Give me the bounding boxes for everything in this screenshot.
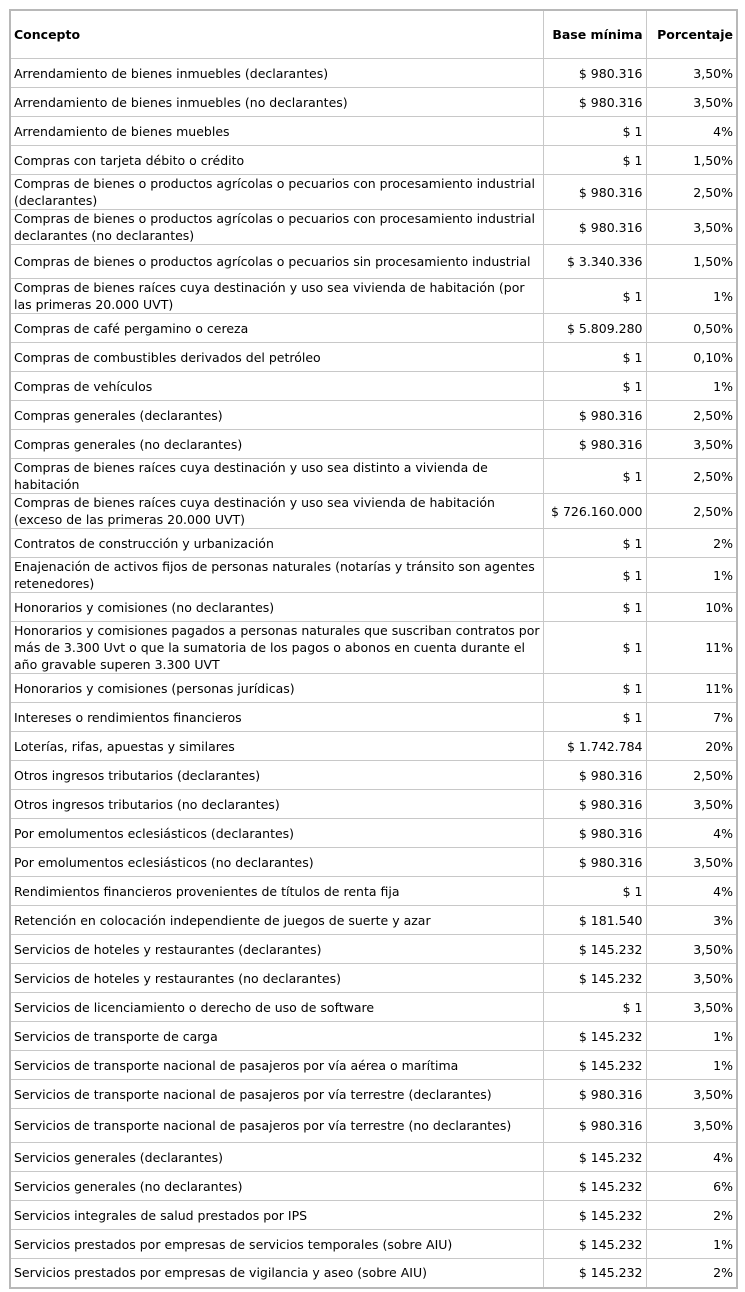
cell-porcentaje: 4%	[646, 1143, 737, 1172]
cell-base-minima: $ 1.742.784	[543, 732, 646, 761]
cell-base-minima: $ 1	[543, 593, 646, 622]
cell-concepto: Compras de bienes o productos agrícolas o pecuarios con procesamiento industrial (declarantes)	[10, 175, 543, 210]
table-row	[10, 790, 737, 819]
cell-concepto: Compras de bienes raíces cuya destinación y uso sea vivienda de habitación (exceso de las primeras 20.000 UVT)	[10, 494, 543, 529]
header-porcentaje: Porcentaje	[646, 10, 737, 59]
cell-concepto: Compras de combustibles derivados del petróleo	[10, 343, 543, 372]
table-row	[10, 703, 737, 732]
cell-base-minima: $ 1	[543, 529, 646, 558]
table-row	[10, 935, 737, 964]
table-row	[10, 674, 737, 703]
table-row	[10, 210, 737, 245]
cell-porcentaje: 0,10%	[646, 343, 737, 372]
cell-concepto: Compras de bienes o productos agrícolas o pecuarios sin procesamiento industrial	[10, 245, 543, 279]
cell-concepto: Honorarios y comisiones (personas jurídicas)	[10, 674, 543, 703]
table-row	[10, 761, 737, 790]
cell-porcentaje: 3,50%	[646, 1109, 737, 1143]
table-row	[10, 1109, 737, 1143]
cell-concepto: Servicios prestados por empresas de servicios temporales (sobre AIU)	[10, 1230, 543, 1259]
cell-concepto: Servicios de transporte nacional de pasajeros por vía terrestre (no declarantes)	[10, 1109, 543, 1143]
cell-porcentaje: 1%	[646, 279, 737, 314]
cell-concepto: Arrendamiento de bienes inmuebles (declarantes)	[10, 59, 543, 88]
cell-concepto: Servicios generales (declarantes)	[10, 1143, 543, 1172]
cell-base-minima: $ 145.232	[543, 1230, 646, 1259]
cell-base-minima: $ 1	[543, 279, 646, 314]
table-row	[10, 877, 737, 906]
cell-base-minima: $ 980.316	[543, 175, 646, 210]
retention-table	[9, 9, 738, 1289]
cell-concepto: Servicios prestados por empresas de vigilancia y aseo (sobre AIU)	[10, 1259, 543, 1288]
cell-porcentaje: 2,50%	[646, 459, 737, 494]
cell-base-minima: $ 1	[543, 877, 646, 906]
table-row	[10, 146, 737, 175]
header-concepto: Concepto	[10, 10, 543, 59]
cell-porcentaje: 2,50%	[646, 175, 737, 210]
cell-porcentaje: 3,50%	[646, 430, 737, 459]
cell-base-minima: $ 1	[543, 146, 646, 175]
cell-concepto: Servicios de hoteles y restaurantes (no declarantes)	[10, 964, 543, 993]
table-row	[10, 279, 737, 314]
cell-base-minima: $ 145.232	[543, 964, 646, 993]
table-row	[10, 459, 737, 494]
cell-base-minima: $ 5.809.280	[543, 314, 646, 343]
cell-base-minima: $ 980.316	[543, 59, 646, 88]
table-row	[10, 1051, 737, 1080]
cell-concepto: Servicios de transporte nacional de pasajeros por vía terrestre (declarantes)	[10, 1080, 543, 1109]
cell-porcentaje: 2%	[646, 529, 737, 558]
cell-porcentaje: 11%	[646, 622, 737, 674]
cell-concepto: Honorarios y comisiones pagados a personas naturales que suscriban contratos por más de 3.300 Uvt o que la sumatoria de los pagos o abonos en cuenta durante el año gravable superen 3.300 UVT	[10, 622, 543, 674]
cell-porcentaje: 4%	[646, 877, 737, 906]
cell-concepto: Retención en colocación independiente de juegos de suerte y azar	[10, 906, 543, 935]
cell-concepto: Compras de bienes o productos agrícolas o pecuarios con procesamiento industrial declarantes (no declarantes)	[10, 210, 543, 245]
cell-base-minima: $ 145.232	[543, 1143, 646, 1172]
cell-porcentaje: 2%	[646, 1259, 737, 1288]
table-body	[10, 59, 737, 1288]
table-row	[10, 343, 737, 372]
cell-porcentaje: 3,50%	[646, 790, 737, 819]
cell-porcentaje: 3,50%	[646, 993, 737, 1022]
cell-base-minima: $ 1	[543, 343, 646, 372]
cell-porcentaje: 3,50%	[646, 210, 737, 245]
cell-concepto: Compras de bienes raíces cuya destinación y uso sea distinto a vivienda de habitación	[10, 459, 543, 494]
cell-concepto: Intereses o rendimientos financieros	[10, 703, 543, 732]
table-row	[10, 430, 737, 459]
table-row	[10, 1080, 737, 1109]
cell-porcentaje: 3,50%	[646, 848, 737, 877]
cell-concepto: Otros ingresos tributarios (no declarantes)	[10, 790, 543, 819]
cell-porcentaje: 1,50%	[646, 245, 737, 279]
table-row	[10, 732, 737, 761]
table-row	[10, 1143, 737, 1172]
table-row	[10, 593, 737, 622]
cell-porcentaje: 7%	[646, 703, 737, 732]
table-row	[10, 906, 737, 935]
cell-porcentaje: 1%	[646, 1230, 737, 1259]
cell-concepto: Compras de café pergamino o cereza	[10, 314, 543, 343]
header-row	[10, 10, 737, 59]
table-row	[10, 1172, 737, 1201]
cell-concepto: Contratos de construcción y urbanización	[10, 529, 543, 558]
cell-base-minima: $ 1	[543, 459, 646, 494]
cell-porcentaje: 0,50%	[646, 314, 737, 343]
cell-base-minima: $ 145.232	[543, 1259, 646, 1288]
cell-base-minima: $ 726.160.000	[543, 494, 646, 529]
table-row	[10, 59, 737, 88]
cell-concepto: Servicios de transporte de carga	[10, 1022, 543, 1051]
cell-concepto: Por emolumentos eclesiásticos (no declarantes)	[10, 848, 543, 877]
cell-base-minima: $ 145.232	[543, 935, 646, 964]
cell-porcentaje: 11%	[646, 674, 737, 703]
cell-base-minima: $ 980.316	[543, 790, 646, 819]
cell-base-minima: $ 980.316	[543, 1109, 646, 1143]
table-row	[10, 993, 737, 1022]
cell-porcentaje: 3,50%	[646, 59, 737, 88]
cell-base-minima: $ 145.232	[543, 1051, 646, 1080]
cell-base-minima: $ 1	[543, 558, 646, 593]
cell-base-minima: $ 980.316	[543, 430, 646, 459]
table-row	[10, 494, 737, 529]
cell-porcentaje: 1,50%	[646, 146, 737, 175]
cell-concepto: Servicios integrales de salud prestados por IPS	[10, 1201, 543, 1230]
header-base-minima: Base mínima	[543, 10, 646, 59]
cell-porcentaje: 3,50%	[646, 1080, 737, 1109]
cell-concepto: Compras de bienes raíces cuya destinación y uso sea vivienda de habitación (por las primeras 20.000 UVT)	[10, 279, 543, 314]
cell-concepto: Servicios generales (no declarantes)	[10, 1172, 543, 1201]
cell-porcentaje: 3%	[646, 906, 737, 935]
table-row	[10, 175, 737, 210]
cell-concepto: Servicios de transporte nacional de pasajeros por vía aérea o marítima	[10, 1051, 543, 1080]
cell-base-minima: $ 1	[543, 622, 646, 674]
table-row	[10, 558, 737, 593]
cell-porcentaje: 1%	[646, 372, 737, 401]
cell-concepto: Otros ingresos tributarios (declarantes)	[10, 761, 543, 790]
cell-base-minima: $ 1	[543, 993, 646, 1022]
cell-porcentaje: 1%	[646, 1051, 737, 1080]
table-row	[10, 1022, 737, 1051]
cell-porcentaje: 3,50%	[646, 964, 737, 993]
table-row	[10, 117, 737, 146]
cell-base-minima: $ 980.316	[543, 761, 646, 790]
cell-porcentaje: 20%	[646, 732, 737, 761]
table-row	[10, 819, 737, 848]
cell-base-minima: $ 145.232	[543, 1172, 646, 1201]
cell-concepto: Loterías, rifas, apuestas y similares	[10, 732, 543, 761]
cell-porcentaje: 2,50%	[646, 761, 737, 790]
table-row	[10, 372, 737, 401]
cell-base-minima: $ 980.316	[543, 88, 646, 117]
cell-concepto: Compras de vehículos	[10, 372, 543, 401]
cell-base-minima: $ 1	[543, 372, 646, 401]
table-row	[10, 1259, 737, 1288]
cell-concepto: Por emolumentos eclesiásticos (declarantes)	[10, 819, 543, 848]
table-row	[10, 245, 737, 279]
cell-porcentaje: 2,50%	[646, 494, 737, 529]
cell-concepto: Arrendamiento de bienes inmuebles (no declarantes)	[10, 88, 543, 117]
cell-porcentaje: 4%	[646, 117, 737, 146]
cell-concepto: Servicios de licenciamiento o derecho de uso de software	[10, 993, 543, 1022]
cell-porcentaje: 10%	[646, 593, 737, 622]
table-row	[10, 314, 737, 343]
cell-concepto: Enajenación de activos fijos de personas naturales (notarías y tránsito son agentes retenedores)	[10, 558, 543, 593]
cell-base-minima: $ 3.340.336	[543, 245, 646, 279]
table-row	[10, 622, 737, 674]
cell-base-minima: $ 980.316	[543, 401, 646, 430]
table-row	[10, 401, 737, 430]
cell-base-minima: $ 1	[543, 703, 646, 732]
cell-porcentaje: 1%	[646, 1022, 737, 1051]
table-row	[10, 529, 737, 558]
cell-porcentaje: 4%	[646, 819, 737, 848]
cell-porcentaje: 2%	[646, 1201, 737, 1230]
cell-porcentaje: 3,50%	[646, 935, 737, 964]
table-row	[10, 1230, 737, 1259]
cell-concepto: Compras generales (no declarantes)	[10, 430, 543, 459]
cell-base-minima: $ 980.316	[543, 819, 646, 848]
cell-base-minima: $ 181.540	[543, 906, 646, 935]
cell-porcentaje: 3,50%	[646, 88, 737, 117]
cell-concepto: Arrendamiento de bienes muebles	[10, 117, 543, 146]
cell-base-minima: $ 980.316	[543, 848, 646, 877]
cell-base-minima: $ 980.316	[543, 1080, 646, 1109]
cell-porcentaje: 2,50%	[646, 401, 737, 430]
cell-concepto: Honorarios y comisiones (no declarantes)	[10, 593, 543, 622]
table-row	[10, 88, 737, 117]
cell-concepto: Compras generales (declarantes)	[10, 401, 543, 430]
cell-porcentaje: 1%	[646, 558, 737, 593]
cell-concepto: Rendimientos financieros provenientes de títulos de renta fija	[10, 877, 543, 906]
cell-base-minima: $ 145.232	[543, 1022, 646, 1051]
cell-base-minima: $ 1	[543, 117, 646, 146]
cell-base-minima: $ 1	[543, 674, 646, 703]
cell-base-minima: $ 980.316	[543, 210, 646, 245]
cell-concepto: Servicios de hoteles y restaurantes (declarantes)	[10, 935, 543, 964]
table-row	[10, 1201, 737, 1230]
table-row	[10, 848, 737, 877]
cell-concepto: Compras con tarjeta débito o crédito	[10, 146, 543, 175]
table-row	[10, 964, 737, 993]
cell-base-minima: $ 145.232	[543, 1201, 646, 1230]
cell-porcentaje: 6%	[646, 1172, 737, 1201]
